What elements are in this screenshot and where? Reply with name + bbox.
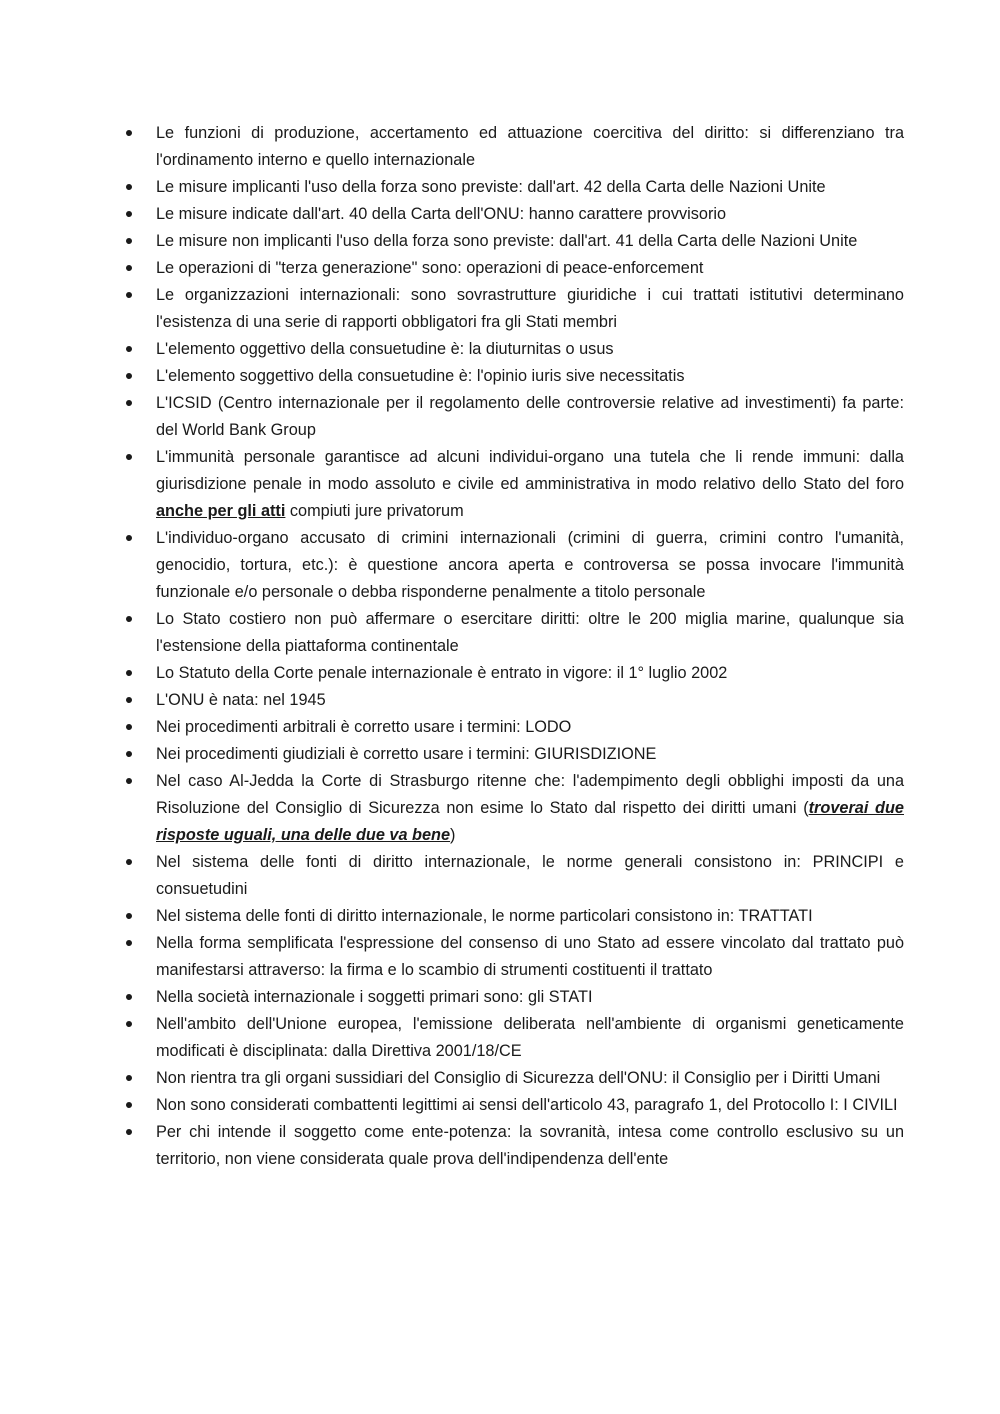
item-text: giuridiche i cui trattati istitutivi determinano l'esistenza di una serie di rapporti obbligatori fra gli Stati membri: [156, 286, 904, 331]
item-text: L'ICSID (Centro internazionale per il regolamento delle controversie relative ad investimenti) fa parte: del: [156, 394, 904, 439]
emphasized-text: oltre le 200 miglia: [588, 610, 728, 628]
bullet-icon: [126, 913, 132, 919]
bullet-icon: [126, 859, 132, 865]
item-text: ancora aperta e controversa se possa invocare l'immunità funzionale e/o personale o debba risponderne penalmente a titolo personale: [156, 556, 904, 601]
item-text: lo Stato dal rispetto dei diritti umani (: [523, 799, 809, 817]
item-text: esclusivo su un territorio, non viene considerata quale prova dell'indipendenza dell'ente: [156, 1123, 905, 1168]
item-text: compiuti jure privatorum: [285, 502, 464, 520]
item-text: e consuetudini: [156, 853, 904, 898]
item-text: L'individuo-organo accusato di crimini internazionali (crimini di guerra, crimini contro l'umanità, genocidio, tortura, etc.):: [156, 529, 904, 574]
emphasized-text: peace-enforcement: [563, 259, 704, 277]
list-item: [156, 849, 904, 903]
list-item: [156, 714, 904, 741]
list-item: [156, 1119, 904, 1173]
list-item: [156, 1065, 904, 1092]
item-text: ): [450, 826, 456, 844]
item-text: Non rientra tra gli organi sussidiari del Consiglio di Sicurezza dell'ONU: il Consiglio per i Diritti Umani: [156, 1069, 881, 1087]
emphasized-text: troverai due risposte uguali, una delle due va bene: [156, 799, 904, 844]
bullet-icon: [126, 1102, 132, 1108]
bullet-icon: [126, 454, 132, 460]
list-item: [156, 984, 904, 1011]
item-text: della Carta delle Nazioni Unite: [602, 178, 826, 196]
bullet-icon: [126, 670, 132, 676]
list-item: [156, 201, 904, 228]
list-item: [156, 741, 904, 768]
list-item: [156, 660, 904, 687]
list-item: [156, 255, 904, 282]
list-item: [156, 228, 904, 255]
emphasized-text: : PRINCIPI: [796, 853, 884, 871]
item-text: L'ONU è nata: nel 1945: [156, 691, 326, 709]
list-item: [156, 363, 904, 390]
emphasized-text: sovrastrutture: [456, 286, 557, 304]
item-text: Nella forma semplificata l'espressione del consenso di uno Stato ad essere vincolato dal trattato può manifestarsi attraverso: la firma e lo scambio di strumenti costituenti il trattato: [156, 934, 904, 979]
emphasized-text: 41: [615, 232, 634, 250]
bullet-icon: [126, 616, 132, 622]
bullet-icon: [126, 697, 132, 703]
emphasized-text: LODO: [525, 718, 572, 736]
item-text: Nell'ambito dell'Unione europea, l'emissione deliberata nell'ambiente di organismi geneticamente modificati è disciplinata: dalla Direttiva 2001/18/: [156, 1015, 904, 1060]
emphasized-text: è questione: [348, 556, 439, 574]
bullet-icon: [126, 346, 132, 352]
bullet-icon: [126, 724, 132, 730]
list-item: [156, 606, 904, 660]
list-item: [156, 687, 904, 714]
bullet-list: [156, 120, 904, 1173]
list-item: [156, 390, 904, 444]
emphasized-text: l'opinio: [476, 367, 528, 385]
bullet-icon: [126, 292, 132, 298]
item-text: o usus: [561, 340, 614, 358]
item-text: Nei procedimenti arbitrali è corretto usare i termini:: [156, 718, 526, 736]
list-item: [156, 444, 904, 525]
item-text: Non sono considerati combattenti legittimi ai sensi dell'articolo 43, paragrafo 1, del Protocollo I: I CIVILI: [156, 1096, 898, 1114]
list-item: [156, 930, 904, 984]
item-text: Le organizzazioni internazionali: sono: [156, 286, 457, 304]
emphasized-text: CE: [499, 1042, 522, 1060]
item-text: Le misure implicanti l'uso della forza sono previste:: [156, 178, 528, 196]
item-text: L'immunità personale garantisce ad alcuni individui-organo una tutela che li rende immuni: dalla giurisdizione penale in modo assoluto e civile ed amministrativa in modo: [156, 448, 904, 493]
list-item: [156, 336, 904, 363]
emphasized-text: si differenziano: [759, 124, 875, 142]
bullet-icon: [126, 751, 132, 757]
item-text: Nel caso Al-Jedda la Corte di Strasburgo ritenne che: l'adempimento degli obblighi imposti da una Risoluzione del Consiglio di Sicurezza: [156, 772, 904, 817]
item-text: Le misure indicate dall'art. 40 della Carta dell'ONU:: [156, 205, 529, 223]
item-text: L'elemento oggettivo della consuetudine è:: [156, 340, 469, 358]
list-item: [156, 525, 904, 606]
item-text: Lo Statuto della Corte penale internazionale è entrato in vigore: il 1° luglio 2002: [156, 664, 728, 682]
item-text: carattere provvisorio: [574, 205, 727, 223]
emphasized-text: dall'art. 42: [527, 178, 603, 196]
item-text: Le misure non implicanti l'uso della forza sono previste: dall'art.: [156, 232, 616, 250]
emphasized-text: GIURISDIZIONE: [534, 745, 657, 763]
emphasized-text: World Bank Group: [182, 421, 316, 439]
emphasized-text: non esime: [446, 799, 524, 817]
bullet-icon: [126, 778, 132, 784]
item-text: Le operazioni di "terza generazione" sono: operazioni di: [156, 259, 564, 277]
list-item: [156, 903, 904, 930]
bullet-icon: [126, 265, 132, 271]
bullet-icon: [126, 184, 132, 190]
list-item: [156, 282, 904, 336]
bullet-icon: [126, 211, 132, 217]
bullet-icon: [126, 1129, 132, 1135]
bullet-icon: [126, 535, 132, 541]
item-text: Nel sistema delle fonti di diritto internazionale, le norme generali consistono in: [156, 853, 797, 871]
bullet-icon: [126, 400, 132, 406]
list-item: [156, 768, 904, 849]
item-text: iuris sive necessitatis: [527, 367, 685, 385]
bullet-icon: [126, 373, 132, 379]
bullet-icon: [126, 238, 132, 244]
item-text: L'elemento soggettivo della consuetudine è:: [156, 367, 477, 385]
bullet-icon: [126, 1021, 132, 1027]
item-text: Nei procedimenti giudiziali è corretto usare i termini:: [156, 745, 535, 763]
emphasized-text: hanno: [528, 205, 575, 223]
item-text: tra l'ordinamento interno e quello internazionale: [156, 124, 905, 169]
bullet-icon: [126, 130, 132, 136]
item-text: Per chi intende il soggetto come ente-potenza:: [156, 1123, 520, 1141]
bullet-icon: [126, 1075, 132, 1081]
list-item: [156, 120, 904, 174]
item-text: Nella società internazionale i soggetti primari sono: gli STATI: [156, 988, 593, 1006]
list-item: [156, 1011, 904, 1065]
emphasized-text: la sovranità, intesa come controllo: [519, 1123, 779, 1141]
item-text: della Carta delle Nazioni Unite: [633, 232, 858, 250]
item-text: marine, qualunque sia l'estensione della piattaforma continentale: [156, 610, 904, 655]
bullet-icon: [126, 994, 132, 1000]
list-item: [156, 174, 904, 201]
emphasized-text: la diuturnitas: [468, 340, 562, 358]
item-text: Nel sistema delle fonti di diritto internazionale, le norme particolari consistono in: TRATTATI: [156, 907, 813, 925]
emphasized-text: anche per gli atti: [156, 502, 286, 520]
emphasized-text: relativo dello Stato: [703, 475, 842, 493]
bullet-icon: [126, 940, 132, 946]
item-text: Le funzioni di produzione, accertamento ed attuazione coercitiva del diritto:: [156, 124, 760, 142]
item-text: del foro: [841, 475, 904, 493]
list-item: [156, 1092, 904, 1119]
item-text: Lo Stato costiero non può affermare o esercitare diritti:: [156, 610, 589, 628]
